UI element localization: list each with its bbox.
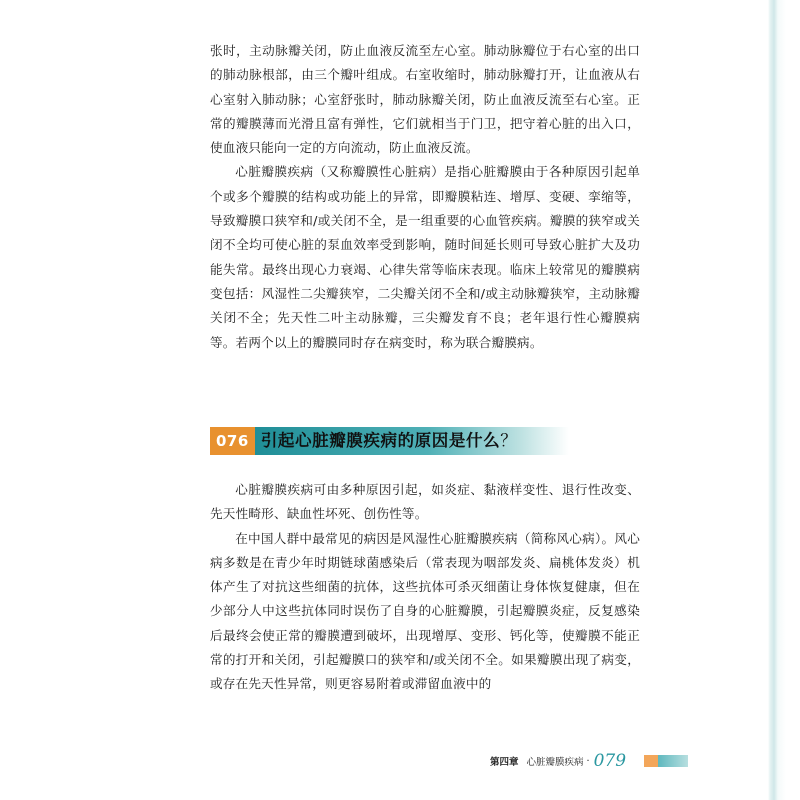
footer-separator: · (586, 755, 590, 767)
footer-chapter: 第四章 (490, 757, 519, 768)
page-edge-decoration (690, 0, 800, 800)
footer-teal-bar (658, 755, 688, 767)
footer-orange-bar (644, 755, 658, 767)
section-title-bar (255, 427, 569, 455)
section-number-badge: 076 (210, 427, 255, 455)
body-text-bottom (210, 478, 640, 697)
page-footer (490, 752, 626, 770)
footer-chapter-title: 心脏瓣膜疾病 (526, 757, 584, 768)
section-title-question-mark: ？ (500, 431, 518, 450)
section-title: 引起心脏瓣膜疾病的原因是什么 (260, 431, 501, 450)
paragraph-valve-disease-definition: 心脏瓣膜疾病（又称瓣膜性心脏病）是指心脏瓣膜由于各种原因引起单个或多个瓣膜的结构或功能上的异常，即瓣膜粘连、增厚、变硬、挛缩等，导致瓣膜口狭窄和/或关闭不全，是一组重要的心血管疾病。瓣膜的狭窄或关闭不全均可使心脏的泵血效率受到影响，随时间延长则可导致心脏扩大及功能失常。最终出现心力衰竭、心律失常等临床表现。临床上较常见的瓣膜病变包括：风湿性二尖瓣狭窄，二尖瓣关闭不全和/或主动脉瓣狭窄，主动脉瓣关闭不全；先天性二叶主动脉瓣，三尖瓣发育不良；老年退行性心瓣膜病等。若两个以上的瓣膜同时存在病变时，称为联合瓣膜病。 (210, 164, 640, 350)
paragraph-valve-function: 张时，主动脉瓣关闭，防止血液反流至左心室。肺动脉瓣位于右心室的出口的肺动脉根部，由三个瓣叶组成。右室收缩时，肺动脉瓣打开，让血液从右心室射入肺动脉；心室舒张时，肺动脉瓣关闭，防止血液反流至右心室。正常的瓣膜薄而光滑且富有弹性，它们就相当于门卫，把守着心脏的出入口，使血液只能向一定的方向流动，防止血液反流。 (210, 43, 640, 156)
page-number: 079 (593, 751, 627, 771)
paragraph-rheumatic: 在中国人群中最常见的病因是风湿性心脏瓣膜疾病（简称风心病）。风心病多数是在青少年时期链球菌感染后（常表现为咽部发炎、扁桃体发炎）机体产生了对抗这些细菌的抗体，这些抗体可杀灭细菌让身体恢复健康，但在少部分人中这些抗体同时误伤了自身的心脏瓣膜，引起瓣膜炎症，反复感染后最终会使正常的瓣膜遭到破坏，出现增厚、变形、钙化等，使瓣膜不能正常的打开和关闭，引起瓣膜口的狭窄和/或关闭不全。如果瓣膜出现了病变，或存在先天性异常，则更容易附着或滞留血液中的 (210, 530, 640, 692)
section-heading (210, 427, 569, 455)
paragraph-causes: 心脏瓣膜疾病可由多种原因引起，如炎症、黏液样变性、退行性改变、先天性畸形、缺血性坏死、创伤性等。 (210, 482, 640, 522)
body-text-top (210, 39, 640, 355)
